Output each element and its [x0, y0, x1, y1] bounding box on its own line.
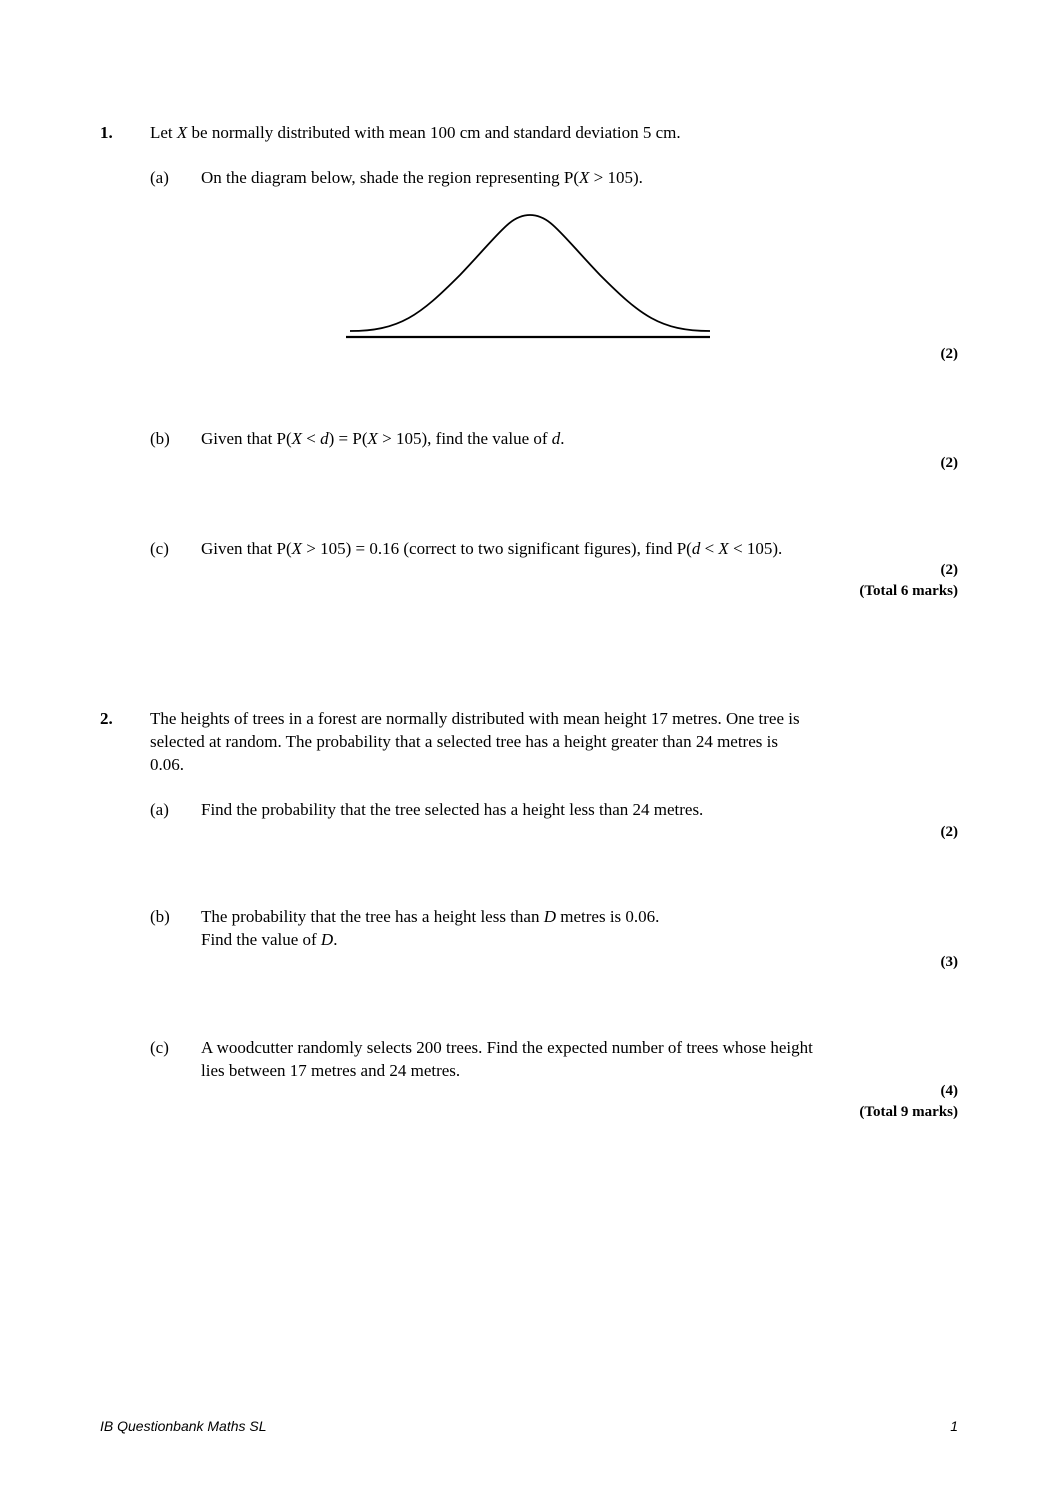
q2c-text-line-2: lies between 17 metres and 24 metres.: [201, 1061, 461, 1080]
q1a-marks: (2): [940, 346, 958, 362]
variable-d: d: [691, 539, 701, 558]
q1a-text: [201, 166, 643, 189]
text-run: metres is 0.06.: [556, 907, 660, 926]
footer-source: IB Questionbank Maths SL: [100, 1418, 267, 1434]
q1b-text: [201, 427, 565, 450]
q2-total-marks: (Total 9 marks): [859, 1104, 958, 1120]
q1c-text: [201, 537, 782, 560]
text-run: Find the value of: [201, 930, 321, 949]
text-run: .: [333, 930, 338, 949]
q2b-text-line-1: [201, 905, 659, 928]
text-run: > 105).: [589, 168, 643, 187]
variable-d: d: [551, 429, 561, 448]
text-run: ) = P(: [328, 429, 368, 448]
text-run: < 105).: [728, 539, 783, 558]
text-run: The probability that the tree has a height less than: [201, 907, 544, 926]
variable-x: X: [718, 539, 729, 558]
q1c-marks: (2): [940, 562, 958, 578]
q2a-marks: (2): [940, 824, 958, 840]
variable-x: X: [176, 123, 188, 142]
text-run: Given that P(: [201, 429, 292, 448]
q1b-label: (b): [150, 429, 170, 448]
q1-total-marks: (Total 6 marks): [859, 583, 958, 599]
variable-x: X: [291, 539, 303, 558]
q2-stem-line-3: 0.06.: [150, 755, 184, 774]
q2a-text: Find the probability that the tree selected has a height less than 24 metres.: [201, 800, 704, 819]
variable-D: D: [320, 930, 334, 949]
text-run: .: [560, 429, 565, 448]
q2c-label: (c): [150, 1038, 169, 1057]
variable-D: D: [543, 907, 557, 926]
q2b-text-line-2: [201, 928, 337, 951]
q2-stem-line-1: The heights of trees in a forest are normally distributed with mean height 17 metres. One tree is: [150, 709, 800, 728]
q2c-text-line-1: A woodcutter randomly selects 200 trees. Find the expected number of trees whose height: [201, 1038, 813, 1057]
q1-stem: [150, 121, 681, 144]
q1b-marks: (2): [940, 455, 958, 471]
text-run: be normally distributed with mean 100 cm and standard deviation 5 cm.: [187, 123, 681, 142]
q1a-label: (a): [150, 168, 169, 187]
q2-stem-line-2: selected at random. The probability that a selected tree has a height greater than 24 metres is: [150, 732, 778, 751]
variable-d: d: [320, 429, 329, 448]
q2a-label: (a): [150, 800, 169, 819]
q2b-marks: (3): [940, 954, 958, 970]
q1-number: 1.: [100, 123, 113, 142]
text-run: > 105), find the value of: [377, 429, 552, 448]
page-number: 1: [950, 1418, 958, 1434]
text-run: <: [302, 429, 321, 448]
variable-x: X: [367, 429, 378, 448]
text-run: <: [700, 539, 719, 558]
q2-number: 2.: [100, 709, 113, 728]
text-run: > 105) = 0.16 (correct to two significant figures), find P(: [302, 539, 692, 558]
variable-x: X: [578, 168, 590, 187]
q1c-label: (c): [150, 539, 169, 558]
normal-curve-diagram: [340, 205, 720, 345]
q2c-marks: (4): [940, 1083, 958, 1099]
text-run: Given that P(: [201, 539, 292, 558]
text-run: On the diagram below, shade the region representing P(: [201, 168, 579, 187]
text-run: Let: [150, 123, 177, 142]
variable-x: X: [291, 429, 303, 448]
normal-curve: [350, 215, 710, 331]
q2b-label: (b): [150, 907, 170, 926]
